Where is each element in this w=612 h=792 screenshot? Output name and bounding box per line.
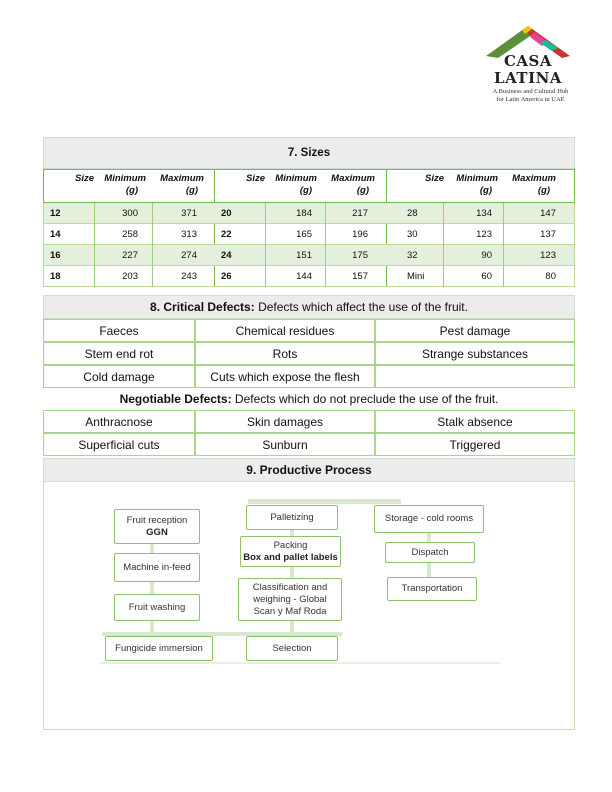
step-classification-line3: Scan y Maf Roda (253, 605, 327, 617)
step-fruit-reception (114, 509, 200, 544)
negotiable-defect-cell: Sunburn (195, 433, 375, 456)
min-weight-cell: 165 (296, 229, 312, 240)
step-selection-label: Selection (272, 642, 312, 654)
min-weight-cell: 144 (296, 271, 312, 282)
step-machine-infeed-label: Machine in-feed (123, 561, 191, 573)
step-classification-line2: weighing - Global (253, 593, 327, 605)
step-classification-line1: Classification and (252, 581, 328, 593)
size-cell: 28 (407, 208, 418, 219)
process-section-header (43, 458, 575, 482)
min-weight-cell: 90 (481, 250, 492, 261)
process-title: 9. Productive Process (246, 463, 372, 477)
max-weight-cell: 147 (540, 208, 556, 219)
step-transportation (387, 577, 477, 601)
size-cell: 16 (50, 250, 61, 261)
step-fruit-washing-label: Fruit washing (128, 601, 186, 613)
col-min-unit-3: (g) (479, 185, 492, 196)
step-classification-weighing (238, 578, 342, 621)
col-min-3: Minimum (456, 173, 498, 184)
step-storage-label: Storage - cold rooms (384, 513, 474, 524)
max-weight-cell: 157 (352, 271, 368, 282)
step-transportation-label: Transportation (401, 583, 463, 594)
step-selection (246, 636, 338, 661)
step-palletizing (246, 505, 338, 530)
max-weight-cell: 196 (352, 229, 368, 240)
min-weight-cell: 203 (122, 271, 138, 282)
size-cell: 24 (221, 250, 232, 261)
step-machine-infeed (114, 553, 200, 582)
col-max-2: Maximum (331, 173, 375, 184)
min-weight-cell: 184 (296, 208, 312, 219)
negotiable-heading-text: Defects which do not preclude the use of the fruit. (231, 392, 499, 406)
col-max-unit-3: (g) (537, 185, 550, 196)
critical-defects-header (43, 295, 575, 319)
step-packing (240, 536, 341, 567)
max-weight-cell: 123 (540, 250, 556, 261)
step-fungicide-immersion (105, 636, 213, 661)
size-cell: 12 (50, 208, 61, 219)
critical-defect-cell: Stem end rot (43, 342, 195, 365)
step-packing-label: Packing (273, 539, 308, 551)
size-cell: 20 (221, 208, 232, 219)
col-max-unit-2: (g) (356, 185, 369, 196)
size-cell: 22 (221, 229, 232, 240)
col-max-unit-1: (g) (185, 185, 198, 196)
negotiable-heading-bold: Negotiable Defects: (119, 392, 232, 406)
critical-defect-cell: Pest damage (375, 319, 575, 342)
critical-defect-cell: Cold damage (43, 365, 195, 388)
col-size-3: Size (424, 173, 444, 184)
critical-defect-cell: Faeces (43, 319, 195, 342)
size-cell: 30 (407, 229, 418, 240)
max-weight-cell: 80 (545, 271, 556, 282)
size-cell: 18 (50, 271, 61, 282)
step-fruit-washing (114, 594, 200, 621)
max-weight-cell: 313 (181, 229, 197, 240)
min-weight-cell: 123 (476, 229, 492, 240)
negotiable-defect-cell: Anthracnose (43, 410, 195, 433)
col-min-unit-1: (g) (125, 185, 138, 196)
step-dispatch (385, 542, 475, 563)
size-cell: Mini (407, 271, 425, 282)
logo-text-latina: LATINA (494, 69, 562, 87)
col-size-2: Size (245, 173, 265, 184)
negotiable-defects-header (43, 388, 575, 410)
min-weight-cell: 60 (481, 271, 492, 282)
col-size-1: Size (74, 173, 94, 184)
critical-heading-bold: 8. Critical Defects: (150, 300, 255, 314)
critical-defect-cell: Chemical residues (195, 319, 375, 342)
col-min-2: Minimum (275, 173, 317, 184)
negotiable-defect-cell: Stalk absence (375, 410, 575, 433)
logo-tagline-1: A Business and Cultural Hub (492, 88, 569, 95)
col-max-3: Maximum (512, 173, 556, 184)
col-min-1: Minimum (104, 173, 146, 184)
max-weight-cell: 217 (352, 208, 368, 219)
step-fruit-reception-label: Fruit reception (126, 514, 188, 526)
step-ggn-label: GGN (146, 526, 168, 538)
negotiable-defect-cell: Superficial cuts (43, 433, 195, 456)
min-weight-cell: 300 (122, 208, 138, 219)
critical-defect-cell (375, 365, 575, 388)
col-max-1: Maximum (160, 173, 204, 184)
sizes-title: 7. Sizes (287, 147, 331, 159)
negotiable-defect-cell: Triggered (375, 433, 575, 456)
size-cell: 26 (221, 271, 232, 282)
negotiable-defect-cell: Skin damages (195, 410, 375, 433)
sizes-section-header (43, 137, 575, 169)
size-cell: 14 (50, 229, 61, 240)
step-dispatch-label: Dispatch (411, 546, 449, 558)
critical-defect-cell: Cuts which expose the flesh (195, 365, 375, 388)
critical-defect-cell: Strange substances (375, 342, 575, 365)
logo-tagline-2: for Latin America in UAE (496, 96, 565, 103)
min-weight-cell: 258 (122, 229, 138, 240)
step-box-labels-label: Box and pallet labels (243, 551, 338, 563)
step-storage-cold-rooms (374, 505, 484, 533)
max-weight-cell: 137 (540, 229, 556, 240)
max-weight-cell: 175 (352, 250, 368, 261)
min-weight-cell: 134 (476, 208, 492, 219)
max-weight-cell: 274 (181, 250, 197, 261)
min-weight-cell: 151 (296, 250, 312, 261)
min-weight-cell: 227 (122, 250, 138, 261)
max-weight-cell: 371 (181, 208, 197, 219)
casa-latina-logo (470, 22, 590, 112)
max-weight-cell: 243 (181, 271, 197, 282)
col-min-unit-2: (g) (299, 185, 312, 196)
size-cell: 32 (407, 250, 418, 261)
logo-text-casa: CASA (503, 52, 553, 70)
step-palletizing-label: Palletizing (270, 511, 314, 523)
step-fungicide-label: Fungicide immersion (115, 642, 203, 654)
critical-heading-text: Defects which affect the use of the fruit. (254, 300, 468, 314)
critical-defect-cell: Rots (195, 342, 375, 365)
